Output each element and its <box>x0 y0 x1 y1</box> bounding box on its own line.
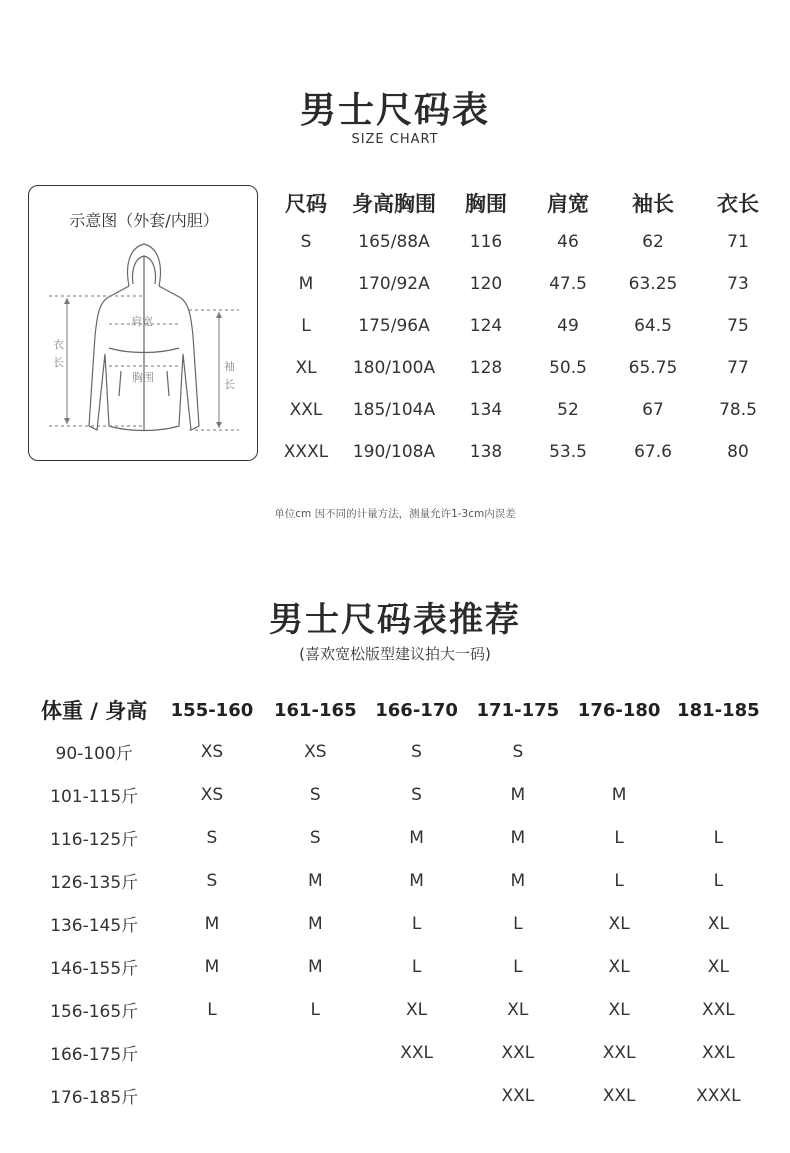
rec-table-header: 155-160 <box>170 699 254 721</box>
table-row <box>270 431 780 473</box>
size-table-header: 尺码 <box>285 192 327 216</box>
table-row <box>270 263 780 305</box>
table-cell: L <box>301 316 311 336</box>
table-cell: 170/92A <box>358 274 430 294</box>
table-cell: 73 <box>727 274 749 294</box>
table-cell: S <box>206 827 218 848</box>
table-cell: 64.5 <box>634 316 672 336</box>
table-cell <box>264 1031 367 1074</box>
table-row <box>28 816 768 859</box>
table-cell: 136-145斤 <box>50 916 139 936</box>
recommendation-title: 男士尺码表推荐 <box>269 600 521 640</box>
table-cell: XS <box>200 784 224 805</box>
sleeve-label: 袖 长 <box>224 360 235 391</box>
table-cell: L <box>614 870 624 891</box>
table-cell: 77 <box>727 358 749 378</box>
size-chart-subtitle: SIZE CHART <box>351 132 439 147</box>
table-cell: L <box>513 956 523 977</box>
table-cell: XXL <box>289 400 323 420</box>
table-cell: 71 <box>727 232 749 252</box>
table-cell: 47.5 <box>549 274 587 294</box>
table-cell: XXL <box>602 1085 636 1106</box>
table-cell: XXL <box>501 1085 535 1106</box>
size-table-header: 胸围 <box>465 192 507 216</box>
table-cell: 190/108A <box>352 442 436 462</box>
table-cell: XL <box>608 999 630 1020</box>
table-cell: 165/88A <box>358 232 430 252</box>
table-cell: 128 <box>469 358 503 378</box>
table-cell: M <box>510 870 526 891</box>
table-cell: XL <box>507 999 529 1020</box>
table-cell: S <box>206 870 218 891</box>
table-cell: XL <box>608 913 630 934</box>
table-cell: 62 <box>642 232 664 252</box>
table-cell: L <box>513 913 523 934</box>
table-cell: L <box>411 913 422 934</box>
table-cell: L <box>411 956 422 977</box>
table-cell: 120 <box>469 274 503 294</box>
size-table <box>270 185 780 473</box>
table-cell: L <box>310 999 321 1020</box>
recommendation-table <box>28 690 768 1117</box>
table-row <box>270 389 780 431</box>
table-cell: 78.5 <box>719 400 757 420</box>
table-cell: 65.75 <box>628 358 678 378</box>
length-label: 衣 长 <box>53 338 64 369</box>
table-cell: L <box>713 827 724 848</box>
table-cell: 185/104A <box>352 400 436 420</box>
table-cell: XL <box>406 999 428 1020</box>
table-cell: 176-185斤 <box>50 1088 139 1108</box>
table-cell: L <box>713 870 724 891</box>
table-cell: XXL <box>602 1042 636 1063</box>
table-cell <box>160 1074 263 1117</box>
table-row <box>270 305 780 347</box>
table-cell: M <box>298 274 314 294</box>
size-table-header: 衣长 <box>717 192 759 216</box>
table-cell <box>160 1031 263 1074</box>
table-cell: 90-100斤 <box>55 744 133 764</box>
rec-table-header: 181-185 <box>677 699 760 721</box>
table-cell: 134 <box>469 400 503 420</box>
shoulder-label: 肩宽 <box>131 315 153 328</box>
table-row <box>28 1074 768 1117</box>
table-cell: 116-125斤 <box>50 830 139 850</box>
table-row <box>28 773 768 816</box>
table-cell: XXL <box>501 1042 535 1063</box>
table-cell: XL <box>608 956 630 977</box>
table-cell: S <box>411 784 422 805</box>
table-cell: 46 <box>557 232 579 252</box>
table-cell: L <box>614 827 624 848</box>
table-row <box>270 221 780 263</box>
table-cell: 67 <box>642 400 664 420</box>
table-cell: M <box>611 784 627 805</box>
table-cell: 126-135斤 <box>50 873 139 893</box>
table-cell: 67.6 <box>634 442 672 462</box>
table-cell: M <box>307 913 323 934</box>
table-cell: XL <box>707 956 729 977</box>
table-cell: 49 <box>557 316 579 336</box>
table-cell: 175/96A <box>358 316 430 336</box>
table-cell: S <box>300 232 312 252</box>
table-cell <box>570 730 669 773</box>
size-table-header: 身高胸围 <box>352 192 436 216</box>
table-cell: M <box>510 827 526 848</box>
table-cell: L <box>207 999 217 1020</box>
table-row <box>270 347 780 389</box>
table-cell: 50.5 <box>549 358 587 378</box>
rec-table-header: 体重 / 身高 <box>40 699 148 723</box>
table-cell: 101-115斤 <box>50 787 139 807</box>
diagram-label: 示意图（外套/内胆） <box>69 211 219 230</box>
table-cell: M <box>204 913 220 934</box>
rec-table-header: 171-175 <box>476 699 560 721</box>
table-cell: XL <box>707 913 729 934</box>
table-cell: XL <box>295 358 317 378</box>
size-table-header: 肩宽 <box>547 192 589 216</box>
table-cell: S <box>309 827 321 848</box>
measurement-note: 单位cm 因不同的计量方法，测量允许1-3cm内误差 <box>274 508 516 520</box>
rec-table-header: 161-165 <box>273 699 357 721</box>
table-cell <box>264 1074 367 1117</box>
table-cell: 53.5 <box>549 442 587 462</box>
table-cell: M <box>409 827 424 848</box>
size-table-header: 袖长 <box>632 192 674 216</box>
table-row <box>28 730 768 773</box>
table-cell: 80 <box>727 442 749 462</box>
jacket-diagram <box>28 185 258 461</box>
table-cell: M <box>510 784 526 805</box>
table-cell: XXL <box>400 1042 433 1063</box>
table-cell: 166-175斤 <box>50 1045 139 1065</box>
table-row <box>28 859 768 902</box>
table-cell: 63.25 <box>628 274 678 294</box>
table-cell: M <box>307 956 323 977</box>
table-cell: M <box>307 870 323 891</box>
table-cell: XXL <box>701 999 735 1020</box>
table-row <box>28 945 768 988</box>
rec-table-header: 176-180 <box>577 699 661 721</box>
table-cell: XS <box>200 741 224 762</box>
table-cell: 75 <box>727 316 749 336</box>
table-cell: XXXL <box>283 442 329 462</box>
table-cell: 146-155斤 <box>50 959 139 979</box>
table-cell <box>367 1074 466 1117</box>
table-row <box>28 902 768 945</box>
table-cell: 180/100A <box>352 358 436 378</box>
table-cell <box>669 730 768 773</box>
size-chart-title: 男士尺码表 <box>299 90 490 131</box>
table-cell: XXL <box>701 1042 735 1063</box>
table-cell: S <box>512 741 524 762</box>
table-cell: 116 <box>469 232 503 252</box>
table-cell: 138 <box>469 442 503 462</box>
table-cell: 156-165斤 <box>50 1002 139 1022</box>
table-cell: S <box>411 741 422 762</box>
table-cell: M <box>409 870 424 891</box>
table-cell: 52 <box>557 400 579 420</box>
table-cell: XS <box>304 741 327 762</box>
table-cell: 124 <box>469 316 503 336</box>
recommendation-subtitle: (喜欢宽松版型建议拍大一码) <box>299 645 491 663</box>
table-row <box>28 1031 768 1074</box>
table-cell <box>669 773 768 816</box>
table-cell: S <box>309 784 321 805</box>
chest-label: 胸围 <box>132 371 154 384</box>
table-cell: M <box>204 956 220 977</box>
table-cell: XXXL <box>696 1085 741 1106</box>
table-row <box>28 988 768 1031</box>
rec-table-header: 166-170 <box>375 699 458 721</box>
